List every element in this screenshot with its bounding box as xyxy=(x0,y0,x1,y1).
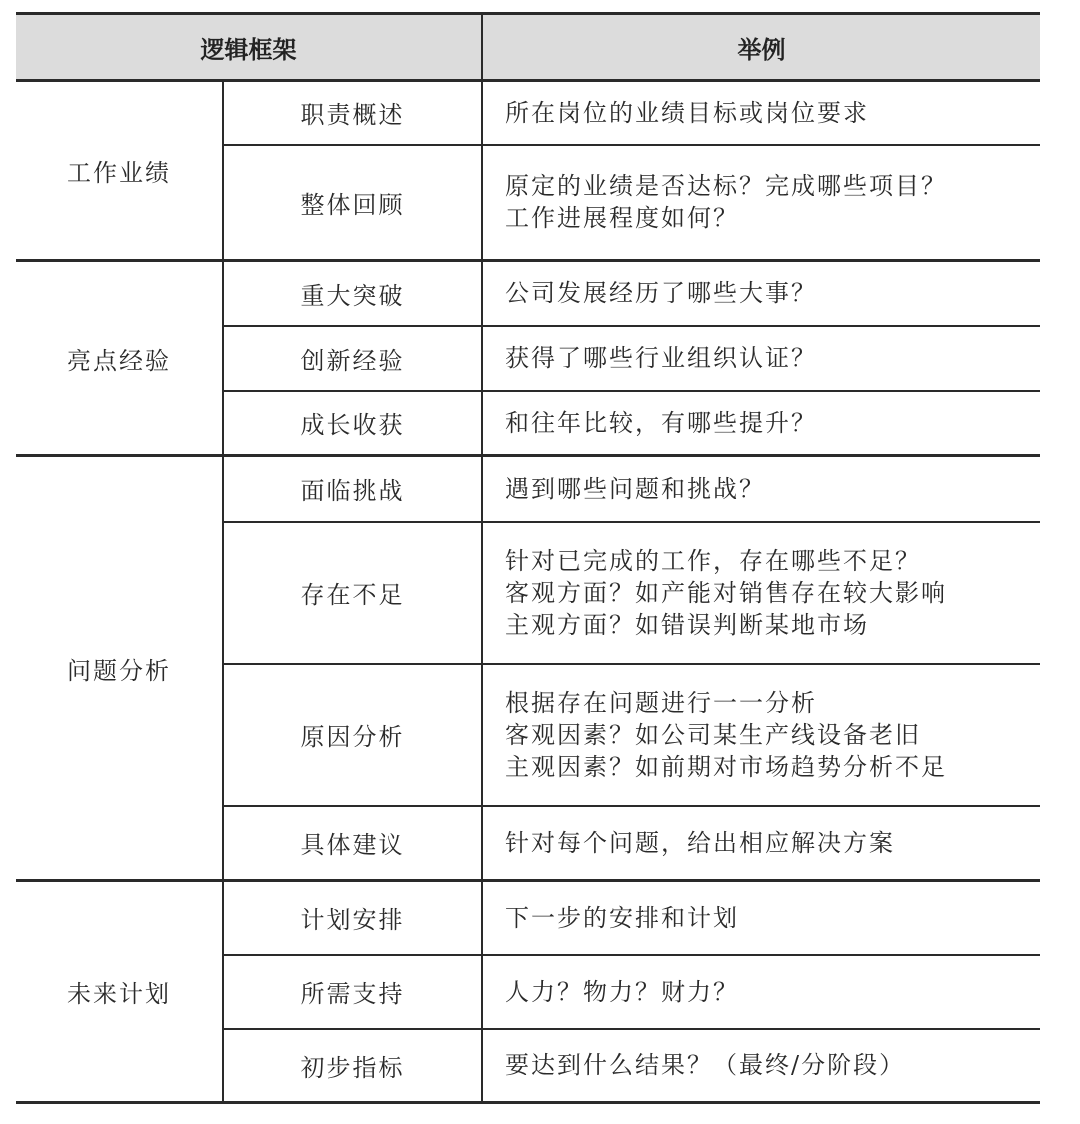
subcategory-cell: 面临挑战 xyxy=(223,456,482,522)
table-row xyxy=(16,456,1040,522)
example-cell xyxy=(482,456,1040,522)
example-cell xyxy=(482,955,1040,1029)
example-line: 客观因素？如公司某生产线设备老旧 xyxy=(505,720,921,749)
example-cell xyxy=(482,806,1040,881)
example-line: 和往年比较，有哪些提升？ xyxy=(505,408,817,437)
category-cell: 未来计划 xyxy=(16,881,223,1103)
example-line: 遇到哪些问题和挑战？ xyxy=(505,474,765,503)
example-line: 公司发展经历了哪些大事？ xyxy=(505,279,817,308)
example-line: 主观方面？如错误判断某地市场 xyxy=(505,610,869,639)
table-header-row xyxy=(16,14,1040,81)
example-line: 获得了哪些行业组织认证？ xyxy=(505,344,817,372)
subcategory-cell: 初步指标 xyxy=(223,1029,482,1103)
example-line: 针对已完成的工作，存在哪些不足？ xyxy=(505,546,921,575)
example-line: 针对每个问题，给出相应解决方案 xyxy=(505,828,895,857)
header-example: 举例 xyxy=(482,14,1040,81)
subcategory-cell: 成长收获 xyxy=(223,391,482,456)
example-cell xyxy=(482,1029,1040,1103)
table-body xyxy=(16,81,1040,1103)
example-line: 工作进展程度如何？ xyxy=(505,204,739,233)
example-cell xyxy=(482,391,1040,456)
example-line: 根据存在问题进行一一分析 xyxy=(505,688,817,717)
table-row xyxy=(16,261,1040,326)
example-cell xyxy=(482,326,1040,391)
example-line: 下一步的安排和计划 xyxy=(505,903,739,932)
table-row xyxy=(16,81,1040,145)
subcategory-cell: 创新经验 xyxy=(223,326,482,391)
example-cell xyxy=(482,522,1040,664)
example-line: 人力？物力？财力？ xyxy=(505,977,739,1006)
example-cell xyxy=(482,881,1040,955)
example-line: 客观方面？如产能对销售存在较大影响 xyxy=(505,578,947,607)
subcategory-cell: 存在不足 xyxy=(223,522,482,664)
example-cell xyxy=(482,664,1040,806)
category-cell: 亮点经验 xyxy=(16,261,223,456)
subcategory-cell: 具体建议 xyxy=(223,806,482,881)
subcategory-cell: 职责概述 xyxy=(223,81,482,145)
example-line: 要达到什么结果？（最终/分阶段） xyxy=(505,1051,906,1080)
header-logic-framework: 逻辑框架 xyxy=(16,14,482,81)
subcategory-cell: 原因分析 xyxy=(223,664,482,806)
example-line: 所在岗位的业绩目标或岗位要求 xyxy=(505,98,869,127)
category-cell: 工作业绩 xyxy=(16,81,223,261)
example-line: 原定的业绩是否达标？完成哪些项目？ xyxy=(505,172,947,201)
table-row xyxy=(16,881,1040,955)
framework-table xyxy=(16,12,1040,1104)
subcategory-cell: 计划安排 xyxy=(223,881,482,955)
subcategory-cell: 整体回顾 xyxy=(223,145,482,261)
framework-table-container xyxy=(16,12,1040,1104)
subcategory-cell: 所需支持 xyxy=(223,955,482,1029)
example-cell xyxy=(482,145,1040,261)
example-line: 主观因素？如前期对市场趋势分析不足 xyxy=(505,752,947,781)
example-cell xyxy=(482,261,1040,326)
example-cell xyxy=(482,81,1040,145)
subcategory-cell: 重大突破 xyxy=(223,261,482,326)
category-cell: 问题分析 xyxy=(16,456,223,881)
